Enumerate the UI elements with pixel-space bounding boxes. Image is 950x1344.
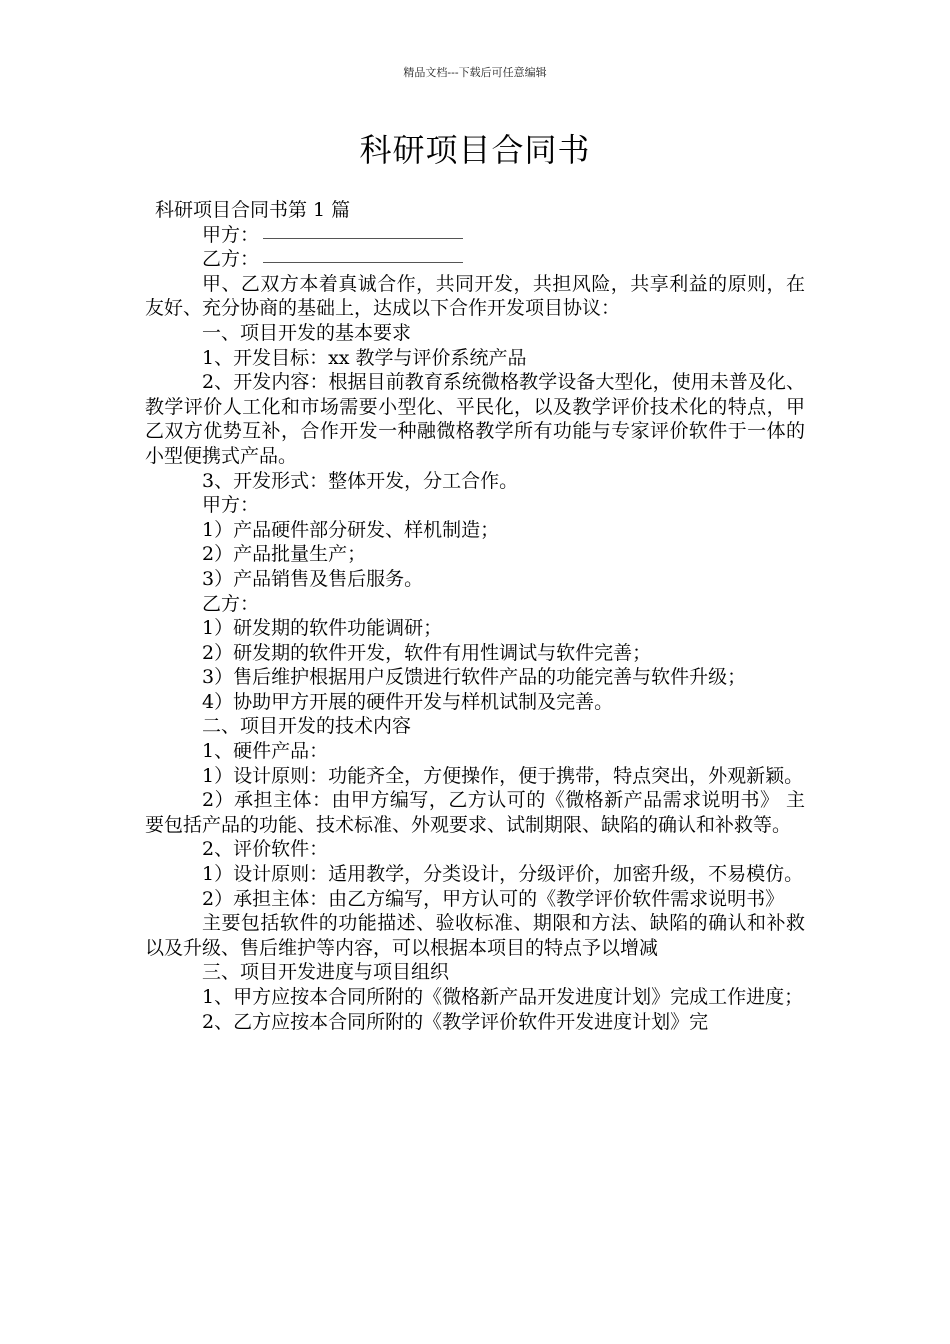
header-note: 精品文档---下载后可任意编辑 xyxy=(403,66,547,79)
paragraph: 3、开发形式：整体开发，分工合作。 xyxy=(202,469,519,492)
paragraph: 2、评价软件： xyxy=(202,838,329,861)
party-a-blank xyxy=(263,237,463,239)
party-b-line xyxy=(145,247,805,272)
document-body xyxy=(145,198,805,1034)
party-a-label: 甲方： xyxy=(202,223,260,246)
list-item: 2）承担主体：由甲方编写，乙方认可的《微格新产品需求说明书》 主要包括产品的功能、技术标准、外观要求、试制期限、缺陷的确认和补救等。 xyxy=(145,789,805,836)
paragraph: 甲、乙双方本着真诚合作，共同开发，共担风险，共享利益的原则，在友好、充分协商的基础上，达成以下合作开发项目协议： xyxy=(145,272,805,320)
section-heading: 三、项目开发进度与项目组织 xyxy=(202,961,450,984)
party-b-blank xyxy=(263,261,463,263)
paragraph: 甲方： xyxy=(202,494,260,517)
list-item: 1）产品硬件部分研发、样机制造； xyxy=(202,518,500,541)
list-item: 1）设计原则：适用教学，分类设计，分级评价，加密升级，不易模仿。 xyxy=(202,863,804,886)
paragraph: 1、硬件产品： xyxy=(202,740,329,763)
paragraph: 乙方： xyxy=(202,592,260,615)
party-a-line xyxy=(145,223,805,248)
document-title: 科研项目合同书 xyxy=(359,131,591,169)
party-b-label: 乙方： xyxy=(202,248,260,271)
paragraph: 2、开发内容：根据目前教育系统微格教学设备大型化，使用未普及化、教学评价人工化和市场需要小型化、平民化，以及教学评价技术化的特点，甲乙双方优势互补，合作开发一种融微格教学所有功能与专家评价软件于一体的小型便携式产品。 xyxy=(145,371,805,467)
list-item: 3）产品销售及售后服务。 xyxy=(202,567,424,590)
list-item: 3）售后维护根据用户反馈进行软件产品的功能完善与软件升级； xyxy=(202,666,747,689)
list-item: 2）承担主体：由乙方编写，甲方认可的《教学评价软件需求说明书》 xyxy=(202,887,785,910)
section-heading: 二、项目开发的技术内容 xyxy=(202,715,412,738)
list-item: 1、甲方应按本合同所附的《微格新产品开发进度计划》完成工作进度； xyxy=(202,986,804,1008)
section-heading: 一、项目开发的基本要求 xyxy=(202,321,412,344)
list-item: 2、乙方应按本合同所附的《教学评价软件开发进度计划》完 xyxy=(202,1010,709,1033)
document-subtitle: 科研项目合同书第 1 篇 xyxy=(155,199,351,221)
paragraph: 主要包括软件的功能描述、验收标准、期限和方法、缺陷的确认和补救以及升级、售后维护等内容，可以根据本项目的特点予以增减 xyxy=(145,912,805,959)
list-item: 1）设计原则：功能齐全，方便操作，便于携带，特点突出，外观新颖。 xyxy=(202,764,804,787)
list-item: 1）研发期的软件功能调研； xyxy=(202,617,443,640)
list-item: 2）研发期的软件开发，软件有用性调试与软件完善； xyxy=(202,641,652,664)
list-item: 2）产品批量生产； xyxy=(202,543,367,566)
list-item: 4）协助甲方开展的硬件开发与样机试制及完善。 xyxy=(202,690,614,713)
paragraph: 1、开发目标：xx 教学与评价系统产品 xyxy=(202,346,527,369)
